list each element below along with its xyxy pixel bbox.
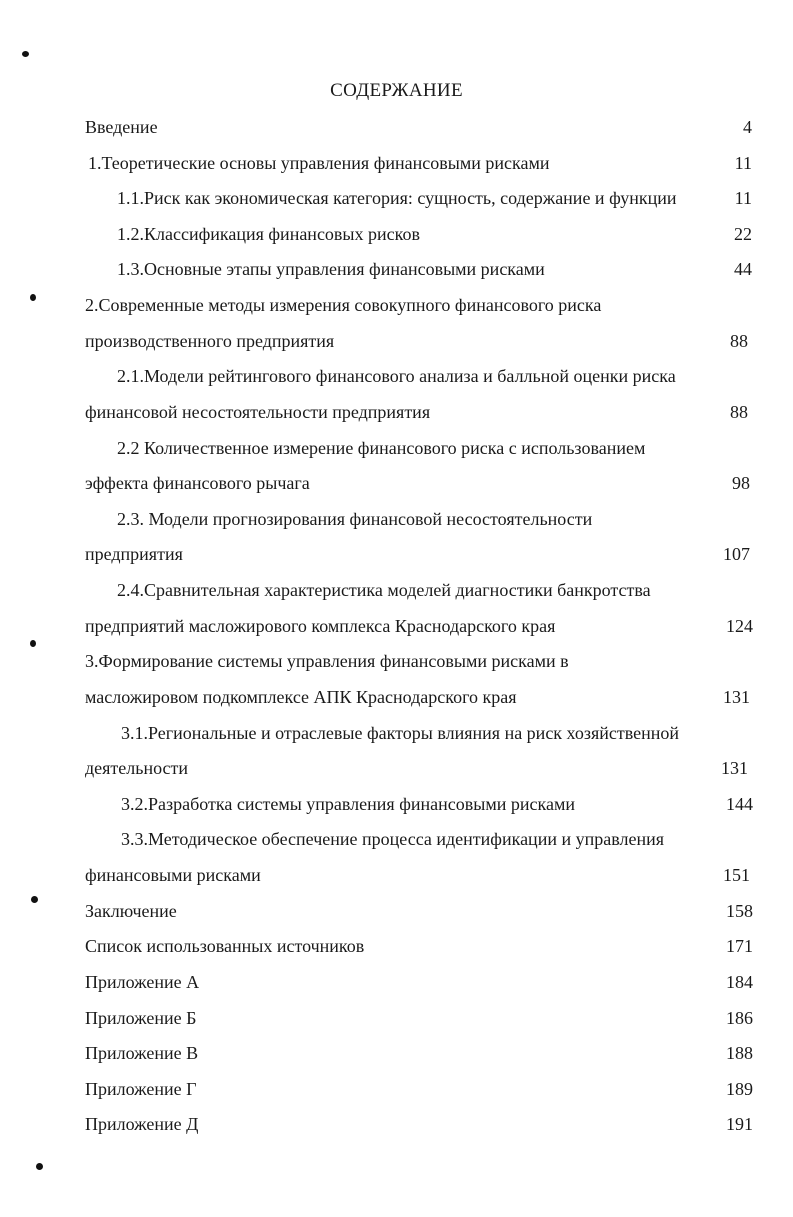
toc-entry-section-3-3-cont bbox=[0, 862, 793, 888]
toc-entry-page: 171 bbox=[726, 936, 753, 956]
toc-entry-appendix-a bbox=[0, 969, 793, 995]
toc-entry-text: деятельности bbox=[85, 758, 189, 778]
toc-entry-section-3-1 bbox=[0, 720, 793, 746]
scan-artifact-dot bbox=[22, 51, 29, 57]
toc-entry-section-1-2 bbox=[0, 221, 793, 247]
toc-entry-page: 131 bbox=[721, 758, 748, 778]
toc-entry-section-3-3 bbox=[0, 826, 793, 852]
toc-entry-page: 144 bbox=[726, 794, 753, 814]
toc-entry-section-2-2-cont bbox=[0, 470, 793, 496]
toc-entry-page: 184 bbox=[726, 972, 753, 992]
toc-entry-chapter-1 bbox=[0, 150, 793, 176]
toc-entry-page: 4 bbox=[743, 117, 752, 137]
toc-entry-text: 2.4.Сравнительная характеристика моделей диагностики банкротства bbox=[117, 580, 651, 600]
toc-entry-text: Приложение А bbox=[85, 972, 200, 992]
scan-artifact-dot bbox=[31, 896, 38, 903]
toc-entry-text: финансовыми рисками bbox=[85, 865, 261, 885]
toc-entry-text: 2.3. Модели прогнозирования финансовой несостоятельности bbox=[117, 509, 593, 529]
toc-entry-text: финансовой несостоятельности предприятия bbox=[85, 402, 431, 422]
toc-entry-text: 3.1.Региональные и отраслевые факторы влияния на риск хозяйственной bbox=[121, 723, 680, 743]
toc-entry-section-2-2 bbox=[0, 435, 793, 461]
toc-entry-page: 158 bbox=[726, 901, 753, 921]
toc-entry-section-1-3 bbox=[0, 256, 793, 282]
toc-entry-section-3-1-cont bbox=[0, 755, 793, 781]
toc-entry-section-2-1 bbox=[0, 363, 793, 389]
toc-entry-text: эффекта финансового рычага bbox=[85, 473, 310, 493]
toc-entry-section-1-1 bbox=[0, 185, 793, 211]
toc-entry-page: 98 bbox=[732, 473, 750, 493]
toc-entry-appendix-b bbox=[0, 1005, 793, 1031]
toc-entry-references bbox=[0, 933, 793, 959]
page-title: СОДЕРЖАНИЕ bbox=[330, 80, 463, 101]
toc-entry-appendix-g bbox=[0, 1076, 793, 1102]
toc-entry-text: предприятий масложирового комплекса Краснодарского края bbox=[85, 616, 556, 636]
toc-entry-appendix-v bbox=[0, 1040, 793, 1066]
toc-entry-text: 3.3.Методическое обеспечение процесса идентификации и управления bbox=[121, 829, 664, 849]
toc-entry-text: 1.3.Основные этапы управления финансовыми рисками bbox=[117, 259, 545, 279]
toc-entry-text: предприятия bbox=[85, 544, 183, 564]
toc-entry-page: 107 bbox=[723, 544, 750, 564]
toc-entry-text: Заключение bbox=[85, 901, 177, 921]
toc-entry-page: 88 bbox=[730, 402, 748, 422]
toc-entry-section-2-3 bbox=[0, 506, 793, 532]
toc-entry-text: Приложение Б bbox=[85, 1008, 197, 1028]
toc-entry-introduction bbox=[0, 114, 793, 140]
toc-entry-text: 3.Формирование системы управления финансовыми рисками в bbox=[85, 651, 569, 671]
toc-entry-page: 44 bbox=[734, 259, 752, 279]
toc-entry-chapter-2 bbox=[0, 292, 793, 318]
toc-entry-page: 131 bbox=[723, 687, 750, 707]
toc-entry-text: 2.2 Количественное измерение финансового риска с использованием bbox=[117, 438, 646, 458]
toc-entry-text: 1.Теоретические основы управления финансовыми рисками bbox=[88, 153, 550, 173]
toc-entry-conclusion bbox=[0, 898, 793, 924]
toc-entry-text: масложировом подкомплексе АПК Краснодарского края bbox=[85, 687, 517, 707]
toc-entry-text: производственного предприятия bbox=[85, 331, 335, 351]
toc-entry-text: Список использованных источников bbox=[85, 936, 365, 956]
toc-entry-text: Приложение В bbox=[85, 1043, 199, 1063]
toc-entry-page: 88 bbox=[730, 331, 748, 351]
toc-entry-section-2-3-cont bbox=[0, 541, 793, 567]
toc-entry-section-3-2 bbox=[0, 791, 793, 817]
toc-entry-chapter-3 bbox=[0, 648, 793, 674]
toc-entry-text: 1.1.Риск как экономическая категория: сущность, содержание и функции bbox=[117, 188, 677, 208]
toc-entry-page: 11 bbox=[734, 153, 752, 173]
toc-entry-text: Введение bbox=[85, 117, 158, 137]
toc-entry-chapter-3-cont bbox=[0, 684, 793, 710]
toc-entry-section-2-4-cont bbox=[0, 613, 793, 639]
scan-artifact-dot bbox=[36, 1163, 43, 1170]
toc-entry-text: Приложение Г bbox=[85, 1079, 197, 1099]
toc-entry-section-2-1-cont bbox=[0, 399, 793, 425]
toc-entry-page: 151 bbox=[723, 865, 750, 885]
scan-artifact-dot bbox=[30, 294, 36, 301]
toc-entry-text: Приложение Д bbox=[85, 1114, 199, 1134]
toc-entry-chapter-2-cont bbox=[0, 328, 793, 354]
scan-artifact-dot bbox=[30, 640, 36, 647]
toc-entry-page: 186 bbox=[726, 1008, 753, 1028]
toc-entry-page: 191 bbox=[726, 1114, 753, 1134]
toc-entry-page: 124 bbox=[726, 616, 753, 636]
toc-entry-text: 1.2.Классификация финансовых рисков bbox=[117, 224, 420, 244]
toc-entry-text: 2.Современные методы измерения совокупного финансового риска bbox=[85, 295, 602, 315]
toc-entry-page: 11 bbox=[734, 188, 752, 208]
toc-entry-page: 188 bbox=[726, 1043, 753, 1063]
toc-entry-text: 2.1.Модели рейтингового финансового анализа и балльной оценки риска bbox=[117, 366, 676, 386]
toc-entry-text: 3.2.Разработка системы управления финансовыми рисками bbox=[121, 794, 575, 814]
toc-entry-appendix-d bbox=[0, 1111, 793, 1137]
toc-entry-page: 22 bbox=[734, 224, 752, 244]
toc-entry-page: 189 bbox=[726, 1079, 753, 1099]
toc-entry-section-2-4 bbox=[0, 577, 793, 603]
